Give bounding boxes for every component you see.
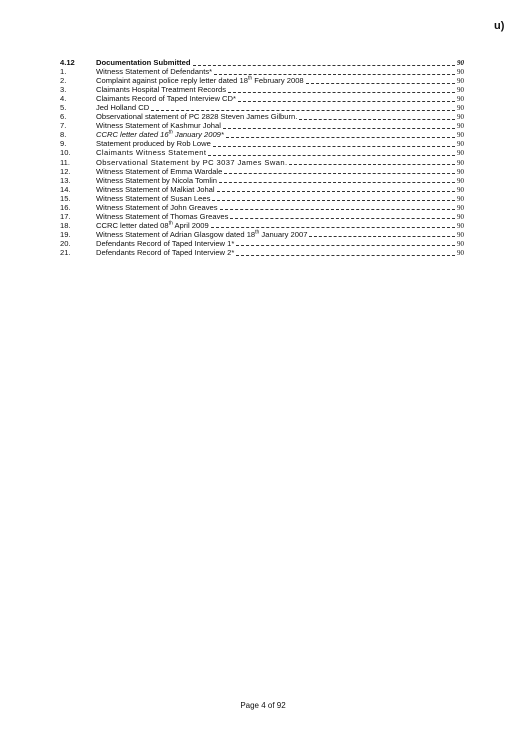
toc-entry-title-tail: February 2008 [252, 76, 304, 86]
toc-entry-page-number: 90 [457, 203, 464, 212]
toc-entry-title-text: Witness Statement of Malkiat Johal [96, 184, 215, 194]
toc-entry-title-text: Witness Statement by Nicola Tomlin [96, 175, 217, 185]
toc-entry-page-number: 90 [457, 95, 464, 104]
toc-entry-title [96, 194, 210, 203]
toc-entry-title-tail: April 2009 [172, 220, 209, 230]
toc-entry-title [96, 94, 236, 103]
toc-entry-number: 18. [60, 220, 71, 230]
toc-entry-title [96, 121, 221, 130]
dotted-leader [238, 96, 455, 102]
toc-entry-number: 2. [60, 76, 67, 86]
dotted-leader [236, 250, 455, 256]
toc-entry-page-number: 90 [457, 230, 464, 239]
toc-entry-number: 14. [60, 184, 71, 194]
toc-entry-title [96, 85, 226, 94]
toc-entry-title [96, 130, 224, 139]
toc-entry-number: 10. [60, 148, 71, 158]
toc-entry-page-number: 90 [457, 194, 464, 203]
dotted-leader [151, 105, 455, 111]
toc-entry-number: 1. [60, 67, 67, 77]
toc-entry-title-text: Witness Statement of Thomas Greaves [96, 211, 229, 221]
dotted-leader [193, 60, 456, 66]
toc-entry-number: 6. [60, 112, 67, 122]
dotted-leader [236, 240, 455, 246]
toc-entry-title [96, 185, 215, 194]
toc-entry-page-number: 90 [457, 86, 464, 95]
toc-entry-title-text: CCRC letter dated 08 [96, 220, 169, 230]
toc-entry-title-tail: January 2009* [172, 130, 224, 140]
toc-entry-page-number: 90 [457, 167, 464, 176]
toc-entry-title [96, 203, 218, 212]
toc-entry-page-number: 90 [457, 131, 464, 140]
toc-entry-page-number: 90 [457, 212, 464, 221]
toc-entry-page-number: 90 [457, 122, 464, 131]
toc-entry-title [96, 230, 307, 239]
toc-entry-title-text: Complaint against police reply letter dated 18 [96, 76, 248, 86]
toc-entry-title [96, 103, 149, 112]
ordinal-suffix: th [255, 229, 260, 236]
toc-entry[interactable] [60, 148, 464, 157]
toc-entry[interactable] [60, 130, 464, 139]
toc-entry-title-text: Defendants Record of Taped Interview 1* [96, 238, 235, 248]
toc-entry-title-text: Witness Statement of Susan Lees [96, 193, 211, 203]
toc-entry-number: 11. [60, 157, 70, 167]
toc-entry-number: 19. [60, 229, 71, 239]
toc-entry-number: 20. [60, 238, 71, 248]
ordinal-suffix: th [168, 129, 173, 136]
dotted-leader [212, 195, 455, 201]
toc-entry[interactable] [60, 230, 464, 239]
toc-entry-title-text: Claimants Witness Statement [96, 148, 207, 158]
toc-entry-title [96, 248, 234, 257]
toc-entry-page-number: 90 [457, 68, 464, 77]
toc-entry-number: 12. [60, 166, 71, 176]
toc-entry[interactable] [60, 248, 464, 257]
toc-entry-title-text: Observational Statement by PC 3037 James Swan. [96, 157, 288, 167]
dotted-leader [220, 204, 455, 210]
toc-entry[interactable] [60, 194, 464, 203]
toc-entry[interactable] [60, 76, 464, 85]
toc-entry-number: 17. [60, 211, 71, 221]
toc-entry-title-text: CCRC letter dated 16 [96, 130, 169, 140]
page-footer: Page 4 of 92 [240, 701, 286, 710]
toc-entry-page-number: 90 [457, 248, 464, 257]
toc-entry-title [96, 112, 297, 121]
toc-section-header[interactable] [60, 58, 464, 67]
toc-entry[interactable] [60, 239, 464, 248]
toc-entry-title-text: Claimants Hospital Treatment Records [96, 85, 226, 95]
toc-entry-number: 16. [60, 202, 71, 212]
toc-entry-number: 13. [60, 175, 71, 185]
toc-entry-page-number: 90 [457, 113, 464, 122]
toc-entry[interactable] [60, 67, 464, 76]
toc-entry-page-number: 90 [457, 140, 464, 149]
toc-entry-title [96, 158, 287, 167]
toc-entry-number: 15. [60, 193, 71, 203]
toc-entry-number: 5. [60, 103, 67, 113]
section-number: 4.12 [60, 58, 75, 67]
toc-entry-page-number: 90 [457, 158, 464, 167]
dotted-leader [208, 150, 455, 156]
toc-entry-title-text: Jed Holland CD [96, 103, 150, 113]
toc-entry-number: 4. [60, 94, 67, 104]
toc-entry-title [96, 139, 211, 148]
toc-entry-title-text: Observational statement of PC 2828 Steven James Gilburn. [96, 112, 298, 122]
toc-entry-title-text: Witness Statement of Emma Wardale [96, 166, 223, 176]
toc-entry[interactable] [60, 103, 464, 112]
dotted-leader [219, 177, 455, 183]
dotted-leader [211, 222, 455, 228]
corner-mark: u) [494, 20, 505, 32]
toc-entry-page-number: 90 [457, 104, 464, 113]
toc-entry-number: 7. [60, 121, 67, 131]
dotted-leader [214, 69, 455, 75]
toc-entry[interactable] [60, 167, 464, 176]
ordinal-suffix: th [247, 75, 253, 82]
dotted-leader [306, 78, 455, 84]
toc-entry-title-tail: January 2007 [259, 229, 308, 239]
toc-entry-page-number: 90 [457, 239, 464, 248]
toc-entry-page-number: 90 [457, 176, 464, 185]
toc-entry-title-text: Witness Statement of John Greaves [96, 202, 218, 212]
dotted-leader [223, 123, 455, 129]
dotted-leader [289, 159, 455, 165]
toc-entry-page-number: 90 [457, 149, 464, 158]
toc-entry-title-text: Witness Statement of Adrian Glasgow dated 18 [96, 229, 256, 239]
toc-entry-number: 3. [60, 85, 67, 95]
toc-entry-title [96, 67, 212, 76]
toc-entry[interactable] [60, 221, 464, 230]
toc-entry[interactable] [60, 158, 464, 167]
toc-entry-title-text: Witness Statement of Kashmur Johal [96, 121, 221, 131]
toc-entry-number: 8. [60, 130, 67, 140]
toc-entry-page-number: 90 [457, 77, 464, 86]
ordinal-suffix: th [168, 220, 173, 227]
toc-entry[interactable] [60, 139, 464, 148]
toc-entry-number: 21. [60, 247, 71, 257]
dotted-leader [309, 231, 455, 237]
toc-entry-number: 9. [60, 139, 67, 149]
section-title: Documentation Submitted [96, 58, 191, 67]
toc-entry[interactable] [60, 203, 464, 212]
toc-entry-page-number: 90 [457, 185, 464, 194]
toc-entry[interactable] [60, 212, 464, 221]
toc-entry-title-text: Witness Statement of Defendants* [96, 67, 213, 77]
dotted-leader [226, 132, 455, 138]
toc-entry[interactable] [60, 85, 464, 94]
dotted-leader [213, 141, 455, 147]
toc-entry-page-number: 90 [457, 221, 464, 230]
toc-entry-title-text: Claimants Record of Taped Interview CD* [96, 94, 236, 104]
dotted-leader [228, 87, 455, 93]
toc-entry-title [96, 148, 206, 157]
toc-entry-title [96, 76, 304, 85]
toc-entry[interactable] [60, 112, 464, 121]
table-of-contents [60, 58, 464, 257]
toc-entry-title [96, 221, 209, 230]
toc-entry-title [96, 239, 234, 248]
dotted-leader [224, 168, 455, 174]
dotted-leader [299, 114, 455, 120]
toc-entry-title-text: Defendants Record of Taped Interview 2* [96, 247, 235, 257]
section-page-number: 90 [457, 59, 464, 67]
toc-entry-title-text: Statement produced by Rob Lowe [96, 139, 211, 149]
toc-entry[interactable] [60, 176, 464, 185]
toc-entry[interactable] [60, 94, 464, 103]
toc-entry[interactable] [60, 185, 464, 194]
toc-entry-title [96, 212, 228, 221]
toc-entry-title [96, 167, 222, 176]
toc-entry-title [96, 176, 217, 185]
dotted-leader [217, 186, 455, 192]
dotted-leader [230, 213, 455, 219]
